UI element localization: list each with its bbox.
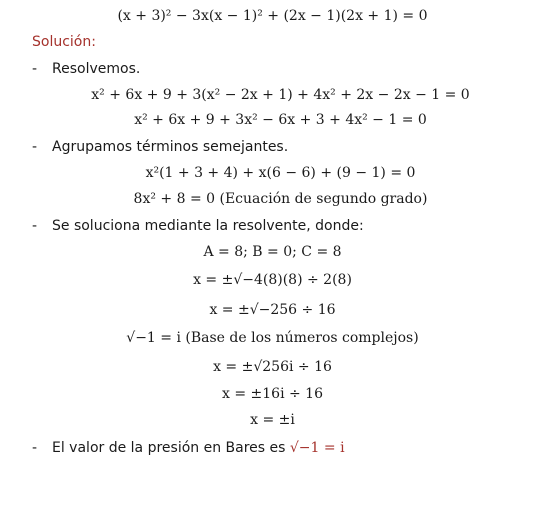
- step-2-line-2: 8x² + 8 = 0 (Ecuación de segundo grado): [133, 191, 428, 207]
- step-3-line-6: x = ±16i ÷ 16: [222, 386, 323, 402]
- solution-heading: Solución:: [32, 34, 96, 50]
- step-3-line-3: x = ±√−256 ÷ 16: [209, 302, 336, 318]
- conclusion-value: √−1 = i: [289, 440, 345, 456]
- bullet-dash: -: [32, 440, 38, 456]
- step-1-line-2: x² + 6x + 9 + 3x² − 6x + 3 + 4x² − 1 = 0: [134, 112, 427, 128]
- problem-equation: (x + 3)² − 3x(x − 1)² + (2x − 1)(2x + 1) = 0: [117, 8, 428, 24]
- step-3-line-5: x = ±√256i ÷ 16: [213, 359, 332, 375]
- step-3-label: Se soluciona mediante la resolvente, donde:: [52, 218, 364, 234]
- step-3-line-7: x = ±i: [250, 412, 295, 428]
- bullet-dash: -: [32, 61, 38, 77]
- bullet-dash: -: [32, 218, 38, 234]
- step-2-label: Agrupamos términos semejantes.: [52, 139, 289, 155]
- step-1-label: Resolvemos.: [52, 61, 141, 77]
- step-3-line-1: A = 8; B = 0; C = 8: [203, 244, 342, 260]
- step-1-line-1: x² + 6x + 9 + 3(x² − 2x + 1) + 4x² + 2x − 2x − 1 = 0: [91, 87, 470, 103]
- step-3-line-2: x = ±√−4(8)(8) ÷ 2(8): [193, 272, 352, 288]
- bullet-dash: -: [32, 139, 38, 155]
- conclusion-label: El valor de la presión en Bares es: [52, 440, 286, 456]
- conclusion: [52, 439, 345, 457]
- step-3-line-4: √−1 = i (Base de los números complejos): [126, 330, 419, 346]
- step-2-line-1: x²(1 + 3 + 4) + x(6 − 6) + (9 − 1) = 0: [145, 165, 416, 181]
